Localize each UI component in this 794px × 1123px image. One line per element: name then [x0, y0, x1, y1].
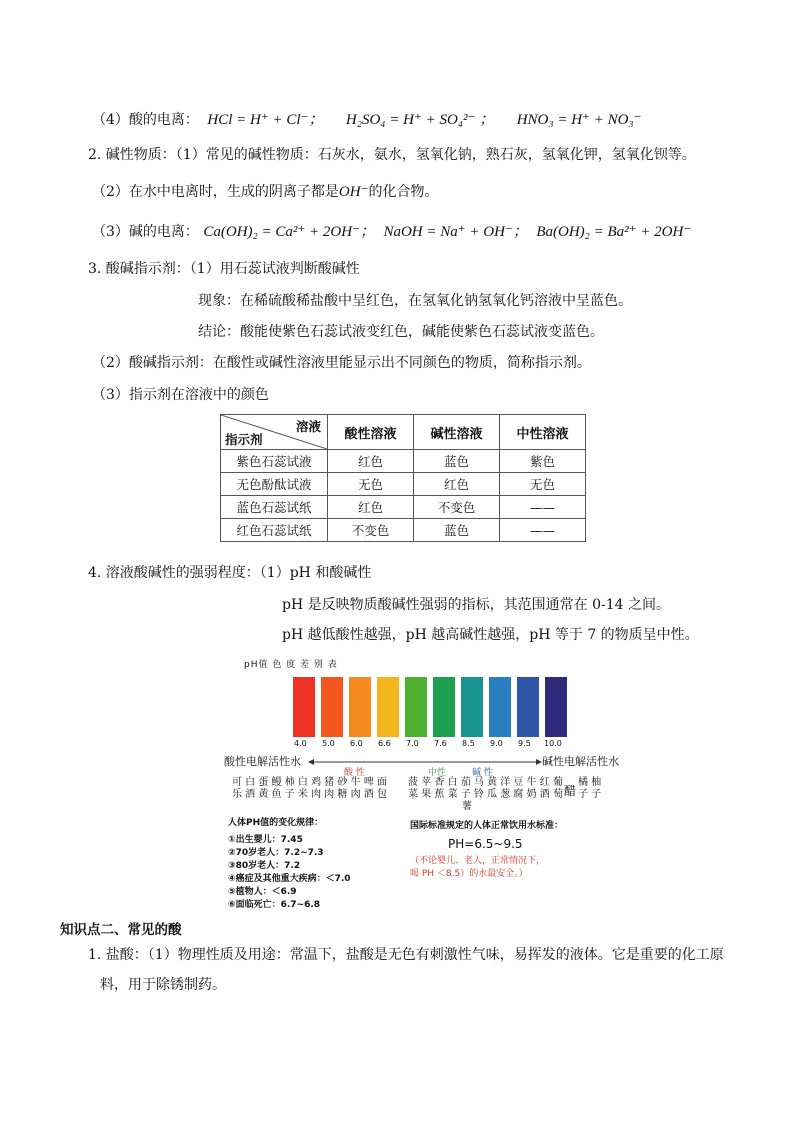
base-ionization-line [92, 220, 691, 241]
ph-swatch [405, 677, 427, 737]
base-ionization-label: （3）碱的电离： [92, 224, 199, 240]
hydrochloric-acid-line-continued: 料，用于除锈制药。 [100, 977, 226, 993]
baoh2-equation: Ba(OH)₂ = Ba²⁺ + 2OH⁻ [536, 224, 692, 240]
table-cell: 无色 [328, 473, 414, 496]
basic-substances-line: 2. 碱性物质：（1）常见的碱性物质：石灰水，氨水，氢氧化钠，熟石灰，氢氧化钾，氢氧化钡等。 [88, 147, 696, 163]
caoh2-equation: Ca(OH)₂ = Ca²⁺ + 2OH⁻； [203, 224, 375, 240]
neutral-band-label: 中性 [428, 768, 447, 778]
ph-definition-line: pH 是反映物质酸碱性强弱的指标，其范围通常在 0-14 之间。 [282, 597, 670, 613]
pomelo-label-top: 橘 柚 [578, 777, 602, 788]
ph-tick-label: 9.5 [518, 739, 531, 748]
ph-tick-label: 6.6 [378, 739, 391, 748]
corner-solution-label: 溶液 [295, 419, 321, 434]
table-cell: —— [500, 496, 586, 519]
hydroxide-ion: OH⁻ [338, 184, 369, 200]
ph-chart-title: pH值 色 度 差 别 表 [244, 660, 338, 670]
table-row [221, 450, 586, 473]
base-band-label: 碱 性 [472, 768, 493, 778]
ph-color-chart-figure [224, 655, 619, 910]
table-cell: 不变色 [414, 496, 500, 519]
ph-tick-label: 7.6 [434, 739, 447, 748]
ph-rule-line: pH 越低酸性越强，pH 越高碱性越强，pH 等于 7 的物质呈中性。 [282, 627, 699, 643]
table-cell: 无色 [500, 473, 586, 496]
column-header: 酸性溶液 [328, 415, 414, 450]
table-row [221, 473, 586, 496]
indicator-color-table [220, 414, 586, 542]
ph-tick-label: 7.0 [406, 739, 419, 748]
ph-swatch [433, 677, 455, 737]
ph-swatch [517, 677, 539, 737]
ph-tick-label: 10.0 [544, 739, 562, 748]
indicator-colors-heading: （3）指示剂在溶液中的颜色 [92, 387, 269, 403]
human-ph-item: ②70岁老人：7.2~7.3 [228, 848, 324, 858]
table-cell: 红色 [414, 473, 500, 496]
ph-swatch [321, 677, 343, 737]
table-corner-cell [221, 415, 328, 450]
acidic-foods-row-top: 可 白 蛋 鳗 柿 白 鸡 猪 砂 牛 啤 面 [232, 777, 387, 788]
table-cell: 蓝色 [414, 519, 500, 542]
table-row [221, 496, 586, 519]
table-cell: —— [500, 519, 586, 542]
acid-band-label: 酸 性 [344, 768, 365, 778]
table-row [221, 519, 586, 542]
row-name: 红色石蕊试纸 [221, 519, 328, 542]
acidic-water-label: 酸性电解活性水 [224, 755, 301, 768]
h2so4-equation: H₂SO₄ = H⁺ + SO₄²⁻ ； [345, 112, 495, 128]
vinegar-label: 醋 [564, 784, 577, 798]
human-ph-title: 人体PH值的变化规律： [228, 818, 324, 828]
corner-indicator-label: 指示剂 [225, 432, 263, 447]
ph-tick-label: 6.0 [350, 739, 363, 748]
human-ph-item: ⑥面临死亡：6.7~6.8 [228, 900, 321, 910]
section-heading: 知识点二、常见的酸 [60, 922, 182, 938]
ph-tick-label: 4.0 [294, 739, 307, 748]
hno3-equation: HNO₃ = H⁺ + NO₃⁻ [516, 112, 642, 128]
indicator-heading: 3. 酸碱指示剂：（1）用石蕊试液判断酸碱性 [88, 261, 360, 277]
alkaline-foods-row-top: 菠 苹 香 白 茄 马 黄 洋 豆 牛 红 葡 [408, 777, 563, 788]
base-definition-suffix: 的化合物。 [368, 184, 439, 200]
ph-swatch [293, 677, 315, 737]
water-standard-note: （不论婴儿、老人，正常情况下， [410, 856, 546, 866]
conclusion-line: 结论：酸能使紫色石蕊试液变红色，碱能使紫色石蕊试液变蓝色。 [198, 324, 604, 340]
human-ph-item: ⑤植物人：＜6.9 [228, 887, 297, 897]
ph-swatch [377, 677, 399, 737]
row-name: 蓝色石蕊试纸 [221, 496, 328, 519]
human-ph-item: ①出生婴儿：7.45 [228, 835, 303, 845]
human-ph-item: ③80岁老人：7.2 [228, 861, 301, 871]
row-name: 无色酚酞试液 [221, 473, 328, 496]
acidic-foods-row-bottom: 乐 酒 黄 鱼 子 米 肉 肉 糖 肉 酒 包 [232, 789, 387, 800]
indicator-definition-line: （2）酸碱指示剂：在酸性或碱性溶液里能显示出不同颜色的物质，简称指示剂。 [92, 355, 591, 371]
ph-swatch [489, 677, 511, 737]
base-definition-prefix: （2）在水中电离时，生成的阴离子都是 [92, 184, 339, 200]
pomelo-label-bottom: 子 子 [578, 789, 602, 800]
water-standard-value: PH=6.5~9.5 [448, 837, 523, 851]
alkaline-foods-extra: 薯 [462, 801, 472, 812]
table-cell: 紫色 [500, 450, 586, 473]
column-header: 碱性溶液 [414, 415, 500, 450]
column-header: 中性溶液 [500, 415, 586, 450]
water-standard-title: 国际标准规定的人体正常饮用水标准： [410, 821, 564, 831]
alkaline-foods-row-bottom: 菜 果 蕉 菜 子 铃 瓜 葱 腐 奶 酒 萄 [408, 789, 563, 800]
human-ph-item: ④癌症及其他重大疾病：＜7.0 [228, 874, 351, 884]
naoh-equation: NaOH = Na⁺ + OH⁻； [383, 224, 528, 240]
hcl-equation: HCl = H⁺ + Cl⁻； [207, 112, 324, 128]
ph-swatch [461, 677, 483, 737]
table-cell: 红色 [328, 496, 414, 519]
ph-heading: 4. 溶液酸碱性的强弱程度：（1）pH 和酸碱性 [88, 565, 372, 581]
ph-swatch [349, 677, 371, 737]
ph-swatch [545, 677, 567, 737]
ph-tick-label: 5.0 [322, 739, 335, 748]
ph-tick-label: 8.5 [462, 739, 475, 748]
hydrochloric-acid-line: 1. 盐酸：（1）物理性质及用途：常温下，盐酸是无色有刺激性气味，易挥发的液体。它是重要的化工原 [88, 947, 724, 963]
table-cell: 不变色 [328, 519, 414, 542]
acid-ionization-label: （4）酸的电离： [92, 112, 199, 128]
table-cell: 蓝色 [414, 450, 500, 473]
table-cell: 红色 [328, 450, 414, 473]
row-name: 紫色石蕊试液 [221, 450, 328, 473]
base-definition-line [92, 181, 439, 201]
alkaline-water-label: 碱性电解活性水 [542, 755, 619, 768]
phenomenon-line: 现象：在稀硫酸稀盐酸中呈红色，在氢氧化钠氢氧化钙溶液中呈蓝色。 [198, 293, 632, 309]
water-standard-note: 喝 PH ＜8.5）的水最安全。） [410, 869, 528, 879]
ph-tick-label: 9.0 [490, 739, 503, 748]
acid-ionization-line [92, 108, 642, 129]
